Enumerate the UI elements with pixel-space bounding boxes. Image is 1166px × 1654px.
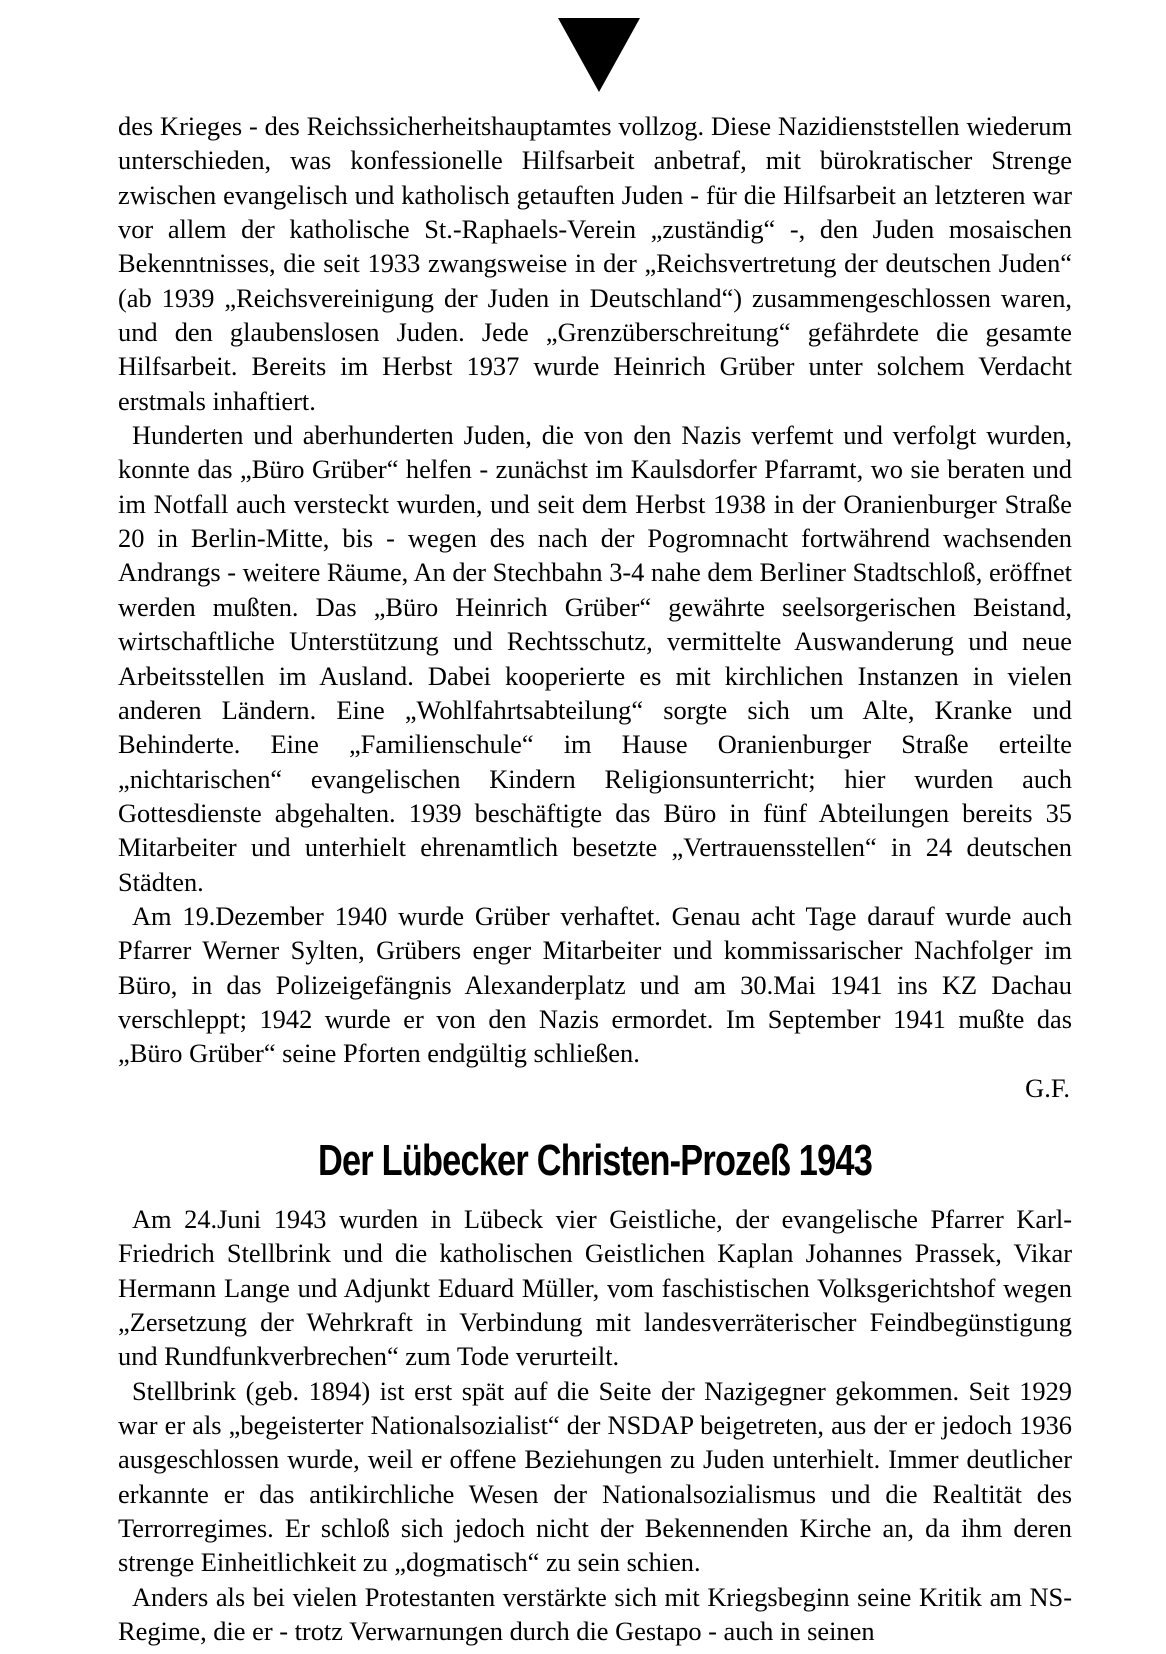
text-column — [118, 109, 1072, 1648]
paragraph: Stellbrink (geb. 1894) ist erst spät auf die Seite der Nazigegner gekommen. Seit 1929 war er als „begeisterter Nationalsozialist“ der NSDAP beigetreten, aus der er jedoch 1936 ausgeschlossen wurde, weil er offene Beziehungen zu Juden unterhielt. Immer deutlicher erkannte er das antikirchliche Wesen der Nationalsozialismus und die Realtität des Terrorregimes. Er schloß sich jedoch nicht der Bekennenden Kirche an, da ihm deren strenge Einheitlichkeit zu „dogmatisch“ zu sein schien. — [118, 1375, 1072, 1578]
author-signature: G.F. — [1025, 1072, 1070, 1103]
paragraph: Anders als bei vielen Protestanten verstärkte sich mit Kriegsbeginn seine Kritik am NS-Regime, die er - trotz Verwarnungen durch die Gestapo - auch in seinen — [118, 1581, 1072, 1647]
article-heading: Der Lübecker Christen-Prozeß 1943 — [317, 1135, 873, 1185]
paragraph: des Krieges - des Reichssicherheitshauptamtes vollzog. Diese Nazidienststellen wiederum unterschieden, was konfessionelle Hilfsarbeit anbetraf, mit bürokratischer Strenge zwischen evangelisch und katholisch getauften Juden - für die Hilfsarbeit an letzteren war vor allem der katholische St.-Raphaels-Verein „zuständig“ -, den Juden mosaischen Bekenntnisses, die seit 1933 zwangsweise in der „Reichsvertretung der deutschen Juden“ (ab 1939 „Reichsvereinigung der Juden in Deutschland“) zusammengeschlossen waren, und den glaubenslosen Juden. Jede „Grenzüberschreitung“ gefährdete die gesamte Hilfsarbeit. Bereits im Herbst 1937 wurde Heinrich Grüber unter solchem Verdacht erstmals inhaftiert. — [118, 111, 1072, 416]
section-buero-grueber — [118, 109, 1072, 1105]
paragraph: Hunderten und aberhunderten Juden, die von den Nazis verfemt und verfolgt wurden, konnte das „Büro Grüber“ helfen - zunächst im Kaulsdorfer Pfarramt, wo sie beraten und im Notfall auch versteckt wurden, und seit dem Herbst 1938 in der Oranienburger Straße 20 in Berlin-Mitte, bis - wegen des nach der Pogromnacht fortwährend wachsenden Andrangs - weitere Räume, An der Stechbahn 3-4 nahe dem Berliner Stadtschloß, eröffnet werden mußten. Das „Büro Heinrich Grüber“ gewährte seelsorgerischen Beistand, wirtschaftliche Unterstützung und Rechtsschutz, vermittelte Auswanderung und neue Arbeitsstellen im Ausland. Dabei kooperierte es mit kirchlichen Instanzen in vielen anderen Ländern. Eine „Wohlfahrtsabteilung“ sorgte sich um Alte, Kranke und Behinderte. Eine „Familienschule“ im Hause Oranienburger Straße erteilte „nichtarischen“ evangelischen Kindern Religionsunterricht; hier wurden auch Gottesdienste abgehalten. 1939 beschäftigte das Büro in fünf Abteilungen bereits 35 Mitarbeiter und unterhielt ehrenamtlich besetzte „Vertrauensstellen“ in 24 deutschen Städten. — [118, 420, 1072, 897]
page-marker-triangle-icon — [558, 18, 640, 92]
paragraph: Am 24.Juni 1943 wurden in Lübeck vier Geistliche, der evangelische Pfarrer Karl-Friedrich Stellbrink und die katholischen Geistlichen Kaplan Johannes Prassek, Vikar Hermann Lange und Adjunkt Eduard Müller, vom faschistischen Volksgerichtshof wegen „Zersetzung der Wehrkraft in Verbindung mit landesverräterischer Feindbegünstigung und Rundfunkverbrechen“ zum Tode verurteilt. — [118, 1203, 1072, 1372]
section-luebecker-prozess — [118, 1202, 1072, 1648]
paragraph: Am 19.Dezember 1940 wurde Grüber verhaftet. Genau acht Tage darauf wurde auch Pfarrer Werner Sylten, Grübers enger Mitarbeiter und kommissarischer Nachfolger im Büro, in das Polizeigefängnis Alexanderplatz und am 30.Mai 1941 ins KZ Dachau verschleppt; 1942 wurde er von den Nazis ermordet. Im September 1941 mußte das „Büro Grüber“ seine Pforten endgültig schließen. — [118, 900, 1072, 1069]
